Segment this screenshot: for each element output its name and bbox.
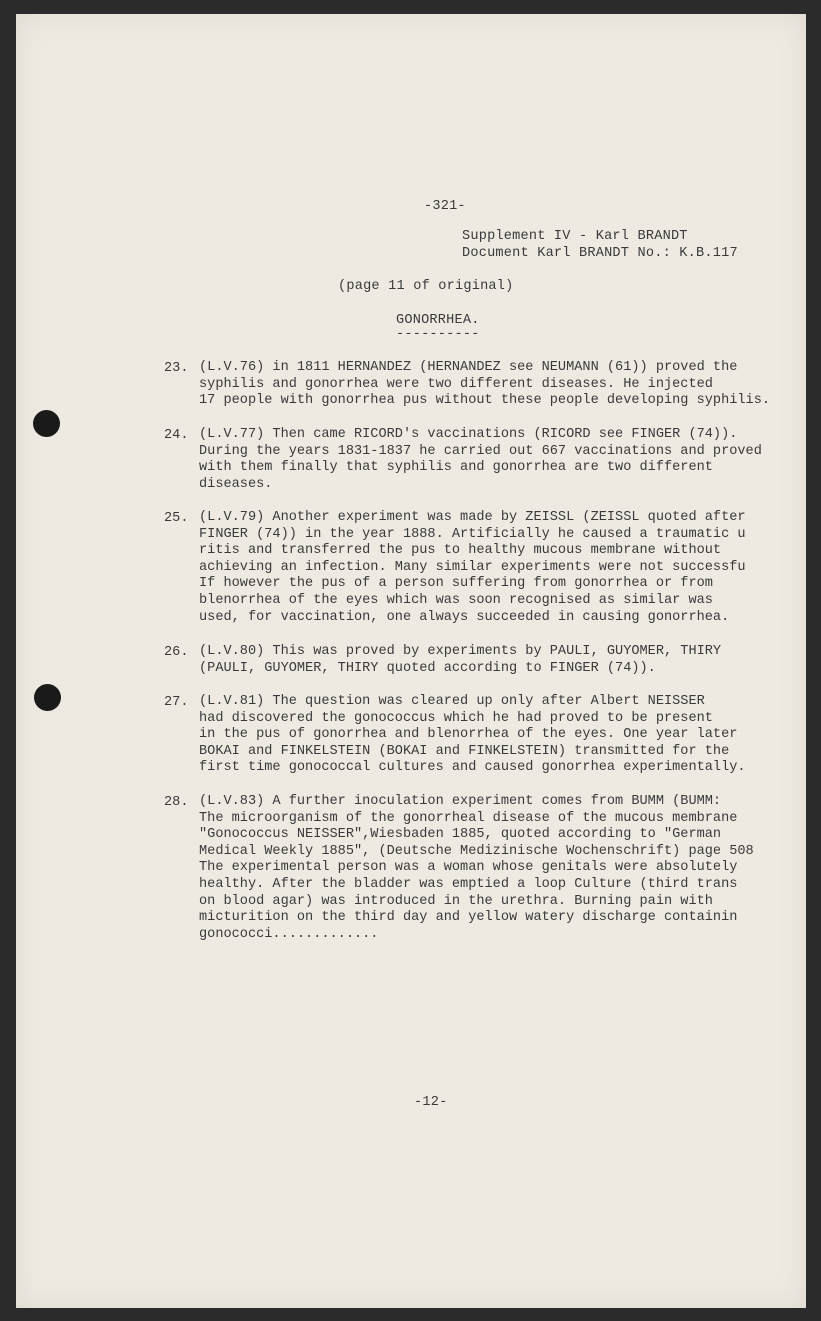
paragraph-line: Medical Weekly 1885", (Deutsche Medizinische Wochenschrift) page 508 <box>199 843 754 859</box>
paragraph-number: 28. <box>164 795 189 810</box>
page-number-top: -321- <box>424 199 466 214</box>
paragraph-line: micturition on the third day and yellow watery discharge containin <box>199 910 738 926</box>
paragraph-line: During the years 1831-1837 he carried out 667 vaccinations and proved <box>199 443 762 459</box>
paragraph-number: 24. <box>164 428 189 443</box>
punch-hole <box>33 410 60 437</box>
paragraph-line: healthy. After the bladder was emptied a loop Culture (third trans <box>199 876 738 892</box>
paragraph-line: gonococci............. <box>199 926 379 942</box>
paragraph-line: (L.V.76) in 1811 HERNANDEZ (HERNANDEZ see NEUMANN (61)) proved the <box>199 360 738 375</box>
paragraph-line: (L.V.79) Another experiment was made by ZEISSL (ZEISSL quoted after <box>199 510 746 525</box>
paragraph-line: blenorrhea of the eyes which was soon recognised as similar was <box>199 592 713 608</box>
paragraph-line: 17 people with gonorrhea pus without these people developing syphilis. <box>199 393 771 409</box>
paragraph-line: The microorganism of the gonorrheal disease of the mucous membrane <box>199 810 738 826</box>
heading-rule: ---------- <box>396 327 480 342</box>
paragraph-line: (L.V.77) Then came RICORD's vaccinations (RICORD see FINGER (74)). <box>199 427 738 442</box>
document-page <box>16 14 806 1308</box>
paragraph-line: (L.V.81) The question was cleared up only after Albert NEISSER <box>199 694 705 709</box>
paragraph-line: The experimental person was a woman whose genitals were absolutely <box>199 860 738 876</box>
paragraph-line: first time gonococcal cultures and caused gonorrhea experimentally. <box>199 760 746 776</box>
paragraph-number: 27. <box>164 695 189 710</box>
supplement-header <box>462 228 738 262</box>
paragraph-line: BOKAI and FINKELSTEIN (BOKAI and FINKELSTEIN) transmitted for the <box>199 743 730 759</box>
paragraph-line: had discovered the gonococcus which he had proved to be present <box>199 710 713 726</box>
paragraph-line: achieving an infection. Many similar experiments were not successfu <box>199 559 746 575</box>
paragraph-line: used, for vaccination, one always succeeded in causing gonorrhea. <box>199 609 730 625</box>
heading-text: GONORRHEA. <box>396 313 480 328</box>
paragraph-number: 26. <box>164 645 189 660</box>
paragraph-line: "Gonococcus NEISSER",Wiesbaden 1885, quoted according to "German <box>199 827 722 843</box>
paragraph-line: (PAULI, GUYOMER, THIRY quoted according to FINGER (74)). <box>199 660 656 676</box>
page-number-bottom: -12- <box>414 1095 448 1110</box>
paragraph-line: ritis and transferred the pus to healthy mucous membrane without <box>199 543 722 559</box>
paragraph-line: FINGER (74)) in the year 1888. Artificially he caused a traumatic u <box>199 526 746 542</box>
supplement-line: Supplement IV - Karl BRANDT <box>462 229 688 244</box>
punch-hole <box>34 684 61 711</box>
paragraph-number: 23. <box>164 361 189 376</box>
page-of-original: (page 11 of original) <box>338 279 514 294</box>
section-heading <box>396 312 480 341</box>
paragraph-line: with them finally that syphilis and gonorrhea are two different <box>199 460 713 476</box>
paragraph-line: diseases. <box>199 476 273 492</box>
document-number-line: Document Karl BRANDT No.: K.B.117 <box>462 246 738 261</box>
paragraph-line: in the pus of gonorrhea and blenorrhea of the eyes. One year later <box>199 727 738 743</box>
paragraph-number: 25. <box>164 511 189 526</box>
paragraph-line: (L.V.80) This was proved by experiments by PAULI, GUYOMER, THIRY <box>199 644 722 659</box>
paragraph-line: If however the pus of a person suffering from gonorrhea or from <box>199 576 713 592</box>
paragraph-line: on blood agar) was introduced in the urethra. Burning pain with <box>199 893 713 909</box>
paragraph-line: syphilis and gonorrhea were two different diseases. He injected <box>199 376 713 392</box>
paragraph-line: (L.V.83) A further inoculation experiment comes from BUMM (BUMM: <box>199 794 722 809</box>
